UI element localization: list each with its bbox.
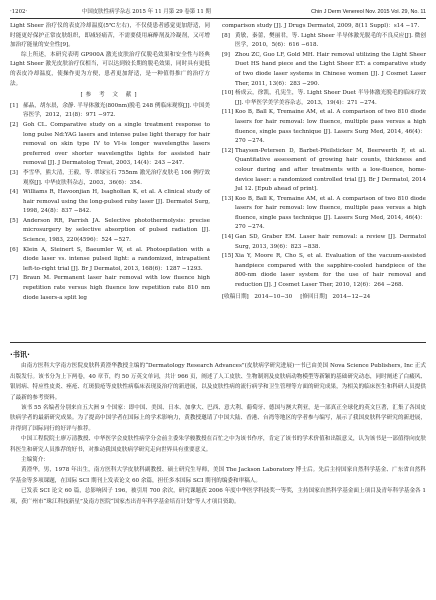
news-paragraph: 中国工程院院士廖万清教授、中华医学会皮肤性病学分会前主委朱学骏教授在百忙之中为该书作序，肯定了该书的学术价值和出版意义，认为该书是一部值得向皮肤科医生和研究人员推荐的好书，对推动我国皮肤病学研究走向世界具有重要意义。 [10,436,426,453]
left-column [10,22,210,303]
reference-text: Goh CL. Comparative study on a single treatment response to long pulse Nd:YAG lasers and intense pulse light therapy for hair removal on skin type IV to VI-is longer wavelengths lasers preferred over shorter wavelengths lights for assisted hair removal [J]. J Dermatolog Treat, 2003, 14(4)：243 −247. [23,121,210,167]
reference-list [10,102,210,303]
reference-number: [2] [10,121,18,128]
reference-item [10,102,210,121]
reference-item [10,121,210,169]
reference-item [222,252,426,290]
reference-item [10,246,210,275]
reference-item [10,217,210,246]
reference-text: 李雪华，熊大清，王毅，等. 翠绿宝石 755nm 激光治疗皮肤毛 106 例疗效观察[J]. 中华皮肤科杂志，2003，36(6)：354. [23,169,210,186]
reference-item [10,188,210,217]
reference-item [10,169,210,188]
body-paragraph: Light Sheer 治疗仪的表皮冷却温度(5℃左右)，不仅使患者感觉更加舒适，同时能更好保护正常皮肤组织，即减轻痛苦，不需要使用麻醉剂及冷凝剂，又可增加治疗能量的安全性[9]。 [10,23,210,49]
right-column [222,22,426,302]
journal-title-en: Chin J Derm Venereol Nov. 2015 Vol. 29, No. 11 [311,9,426,15]
reference-number: [10] [222,90,234,97]
reference-item [222,108,426,146]
journal-title-cn: 中国皮肤性病学杂志 2015 年 11 月第 29 卷第 11 期 [82,9,211,15]
references-heading: [参 考 文 献] [80,92,140,99]
reference-text: Anderson RR, Parrish JA. Selective photothermolysis: precise microsurgery by selective absorption of pulsed radiation [J]. Science, 1983, 220(4596)：524 −527. [23,217,210,244]
reference-text: Xia Y, Moore R, Cho S, et al. Evaluation of the vacuum-assisted handpiece compared with the sapphire-cooled handpiece of the 800-nm diode laser system for the use of hair removal and reduction [J]. J Cosmet Laser Ther, 2010, 12(6)：264 −268. [235,253,426,289]
reference-item [222,89,426,108]
reference-number: [1] [10,102,18,109]
reference-continuation: comparison study [J]. J Drugs Dermatol, 2009, 8(11 Suppl)：s14 −17. [222,23,420,29]
reference-text: Koo B, Ball K, Tremaine AM, et al. A comparison of two 810 diode lasers for hair removal: low fluence, multiple pass versus a high fluence, single pass technique [J]. Lasers Surg Med, 2014, 46(4)：270 −274. [235,195,426,231]
reference-text: Klein A, Steinert S, Baeumler W, et al. Photoepilation with a diode laser vs. intense pulsed light: a randomized, intrapatient left-to-right trial [J]. Br J Dermatol, 2013, 168(6)：1287 −1293. [23,246,210,272]
article-dates [222,293,426,303]
reference-item [222,51,426,89]
reference-item [222,32,426,51]
reference-number: [9] [222,51,230,58]
reference-item [222,147,426,195]
section-divider [10,342,426,343]
header-rule [10,18,426,19]
news-paragraph: 已发表 SCI 论文 60 篇，总影响因子 196，被引用 700 余次，研究课题获 2006 年度中华医学科技奖一等奖，主持国家自然科学基金面上项目及青年科学基金各 1 项，获广州市“珠江科技新星”及南方医院“国家杰出青年科学基金培育计划”等人才项目资助。 [10,488,426,505]
reference-text: Braun M. Permanent laser hair removal with low fluence high repetition rate versus high fluence low repetition rate 810 nm diode lasers-a split leg [23,275,210,301]
reference-item [222,233,426,252]
reference-text: Thaysen-Petersen D, Barbet-Pfeilsticker M, Beerwerth F, et al. Quantitative assessment of growing hair counts, thickness and colour during and after treatments with a low-fluence, home-device laser: a randomized controlled trial [J]. Br J Dermatol, 2014 Jul 12. [Epub ahead of print]. [235,147,426,193]
reference-number: [5] [10,217,18,224]
reference-number: [8] [222,32,230,39]
reference-number: [12] [222,147,234,154]
reference-number: [13] [222,195,234,202]
reference-list [222,32,426,291]
reference-number: [14] [222,234,234,241]
page-number: ·1202· [10,9,28,15]
reference-number: [15] [222,253,234,260]
reference-text: Gan SD, Graber EM. Laser hair removal: a review [J]. Dermatol Surg, 2013, 39(6)：823 −838. [235,234,426,250]
body-paragraph: 综上所述，本研究表明 GP900A 激光皮肤治疗仪脱毛效果和安全性与经典 Light Sheer 激光皮肤治疗仪相当，可以达到较长期的脱毛效果，同时具有更低的表皮冷却温度，使操作更为方便，患者更加舒适，是一种值得推广的治疗方法。 [10,51,210,87]
received-date: [收稿日期] 2014−10−30 [222,293,293,300]
reference-text: 郝晶，胡东晨，余静. 半导体激光(800nm)脱毛 248 例临床观察[J]. 中国美容医学，2012，21(8)：971 −972. [23,102,210,119]
page-header [10,6,426,18]
reference-text: Koo B, Ball K, Tremaine AM, et al. A comparison of two 810 diode lasers for hair removal: low fluence, multiple pass versus a high fluence, single pass technique [J]. Lasers Surg Med, 2014, 46(4)：270 −274. [235,109,426,145]
reference-text: 黄敏，秦蕾，樊丽君，等. Light Sheer 半导体激光脱毛的不良反应[J]. 微创医学，2010，5(6)：616 −618. [235,32,426,49]
reference-item [10,274,210,303]
reference-number: [11] [222,109,234,116]
reference-text: Zhou ZC, Guo LF, Gold MH. Hair removal utilizing the Light Sheer Duet HS hand piece and the Light Sheer ET: a comparative study of two diode laser systems in Chinese women [J]. J Cosmet Laser Ther, 2011, 13(6)：283 −290. [235,51,426,87]
reference-number: [3] [10,169,18,176]
reference-number: [4] [10,189,18,196]
revised-date: [修回日期] 2014−12−24 [300,293,371,300]
reference-item [222,195,426,233]
news-paragraph: 主编简介： [21,457,49,464]
reference-number: [7] [10,275,18,282]
book-news-section [10,350,426,507]
reference-text: Williams R, Havoonjian H, Isagholian K, et al. A clinical study of hair removal using the long-pulsed ruby laser [J]. Dermatol Surg, 1998, 24(8)：837 −842. [23,189,210,215]
book-news-title: ·书讯· [10,350,30,359]
reference-text: 杨成云，徐凯，孔宪生，等. Light Sheer Duet 半导体激光脱毛的临床疗效[J]. 中华医学美学美容杂志，2013，19(4)：271 −274. [235,90,426,106]
news-paragraph: 黄澄华，男，1978 年出生，南方医科大学皮肤科副教授、硕士研究生导师，美国 The Jackson Laboratory 博士后。先后主持国家自然科学基金、广东省自然科学基金等多项课题，在国际 SCI 期刊上发表论文 60 余篇，担任多本国际 SCI 期刊的编委和审稿人。 [10,467,426,484]
reference-number: [6] [10,246,18,253]
news-paragraph: 该书 55 名编者分别来自五大洲 9 个国家：即中国、美国、日本、加拿大、巴西、意大利、葡萄牙、德国与澳大利亚，是一部真正全球化的英文巨著，汇集了各国皮肤病学者的最新研究成果。为了提高中国学者在国际上的学术影响力，黄教授邀请了中国大陆、香港、台湾等地区的学者参与编写，展示了我国皮肤科学研究的新进展，并得到了国际同行的好评与推荐。 [10,405,426,432]
news-paragraph: 由南方医科大学南方医院皮肤科黄澄华教授主编的“Dermatology Research Advances”(皮肤病学研究进展)一书已由美国 Nova Science Publishers, Inc 正式出版发行。该书分为上下两卷，40 章节，约 50 万英文单词，共计 966 页，阐述了人工皮肤、生物制剂及皮肤病动物模型等新颖的基础研究动态，同时阐述了白癜风、银屑病、特应性皮炎、痤疮、红斑狼疮等皮肤性病临床表现及治疗的新进展，以及皮肤性病的流行病学和卫生管理等方面的研究成果，为相关的临床医生和科研人员提供了最新的参考资料。 [10,363,426,401]
